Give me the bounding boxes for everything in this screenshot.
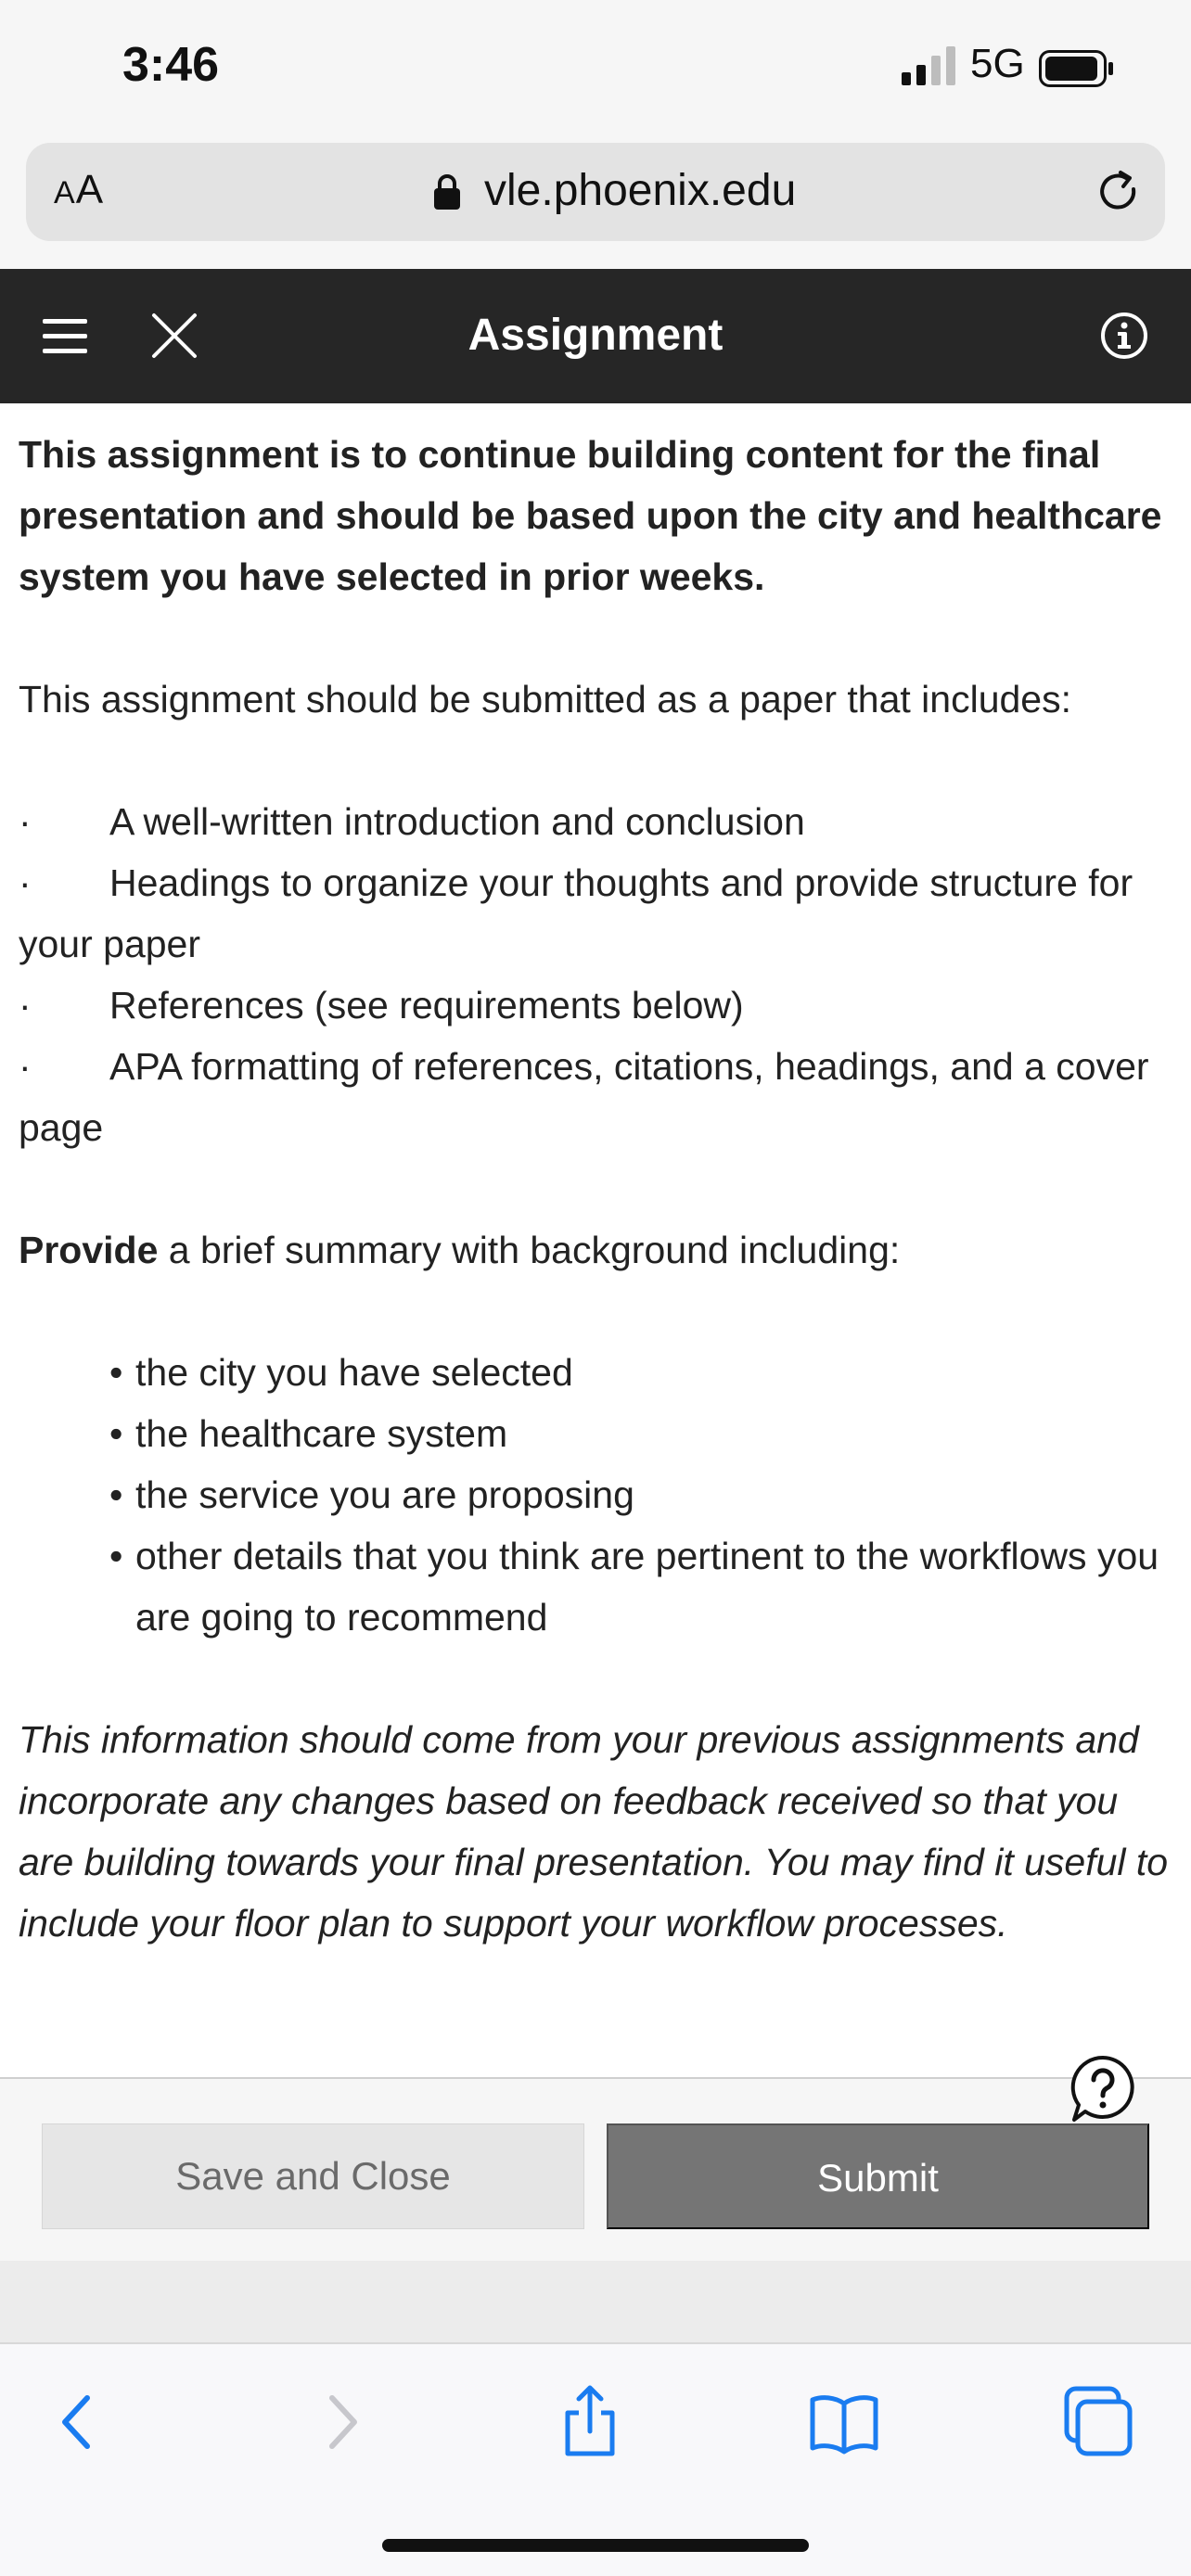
provide-paragraph: Provide a brief summary with background including: [19,1229,901,1271]
reload-icon[interactable] [1093,167,1145,219]
battery-icon [1039,50,1115,87]
lead-paragraph: This assignment is to continue building content for the final presentation and should be based upon the city and healthcare system you have selected in prior weeks. [19,433,1162,598]
browser-toolbar [0,2344,1191,2576]
list-item: • the healthcare system [109,1403,1169,1464]
includes-list [19,791,1169,1158]
assignment-content[interactable] [0,403,1191,2077]
status-bar [0,0,1191,139]
action-footer [0,2077,1191,2261]
save-and-close-button[interactable]: Save and Close [42,2123,584,2229]
list-item: • the city you have selected [109,1342,1169,1403]
app-header [0,269,1191,403]
address-bar[interactable] [26,143,1165,241]
intro-paragraph: This assignment should be submitted as a paper that includes: [19,678,1071,721]
reader-aa-button[interactable]: AA [54,167,105,212]
closing-paragraph: This information should come from your previous assignments and incorporate any changes based on feedback received so that you are building towards your final presentation. You may find it useful to include your floor plan to support your workflow processes. [19,1718,1169,1945]
info-icon[interactable] [1098,310,1150,362]
list-item: · APA formatting of references, citations, headings, and a cover page [19,1045,1149,1149]
list-item: · References (see requirements below) [19,984,744,1027]
network-type: 5G [970,41,1025,86]
list-item: · A well-written introduction and conclusion [19,800,805,843]
list-item: • the service you are proposing [109,1464,1169,1525]
page-bottom-band [0,2261,1191,2344]
status-time: 3:46 [122,38,220,92]
help-icon[interactable] [1067,2053,1139,2125]
assignment-text [19,424,1169,1954]
lock-icon [432,173,462,210]
tabs-icon[interactable] [1061,2385,1135,2459]
back-icon[interactable] [43,2385,117,2459]
bookmarks-icon[interactable] [807,2385,881,2459]
summary-list [19,1342,1169,1648]
signal-icon [902,46,959,85]
home-indicator[interactable] [382,2539,809,2552]
submit-button[interactable]: Submit [607,2123,1149,2229]
page-title: Assignment [467,311,724,360]
url-text[interactable]: vle.phoenix.edu [484,166,797,215]
list-item: • other details that you think are pertinent to the workflows you are going to recommend [109,1525,1169,1648]
share-icon[interactable] [553,2385,627,2459]
list-item: · Headings to organize your thoughts and provide structure for your paper [19,861,1133,965]
forward-icon[interactable] [302,2385,377,2459]
